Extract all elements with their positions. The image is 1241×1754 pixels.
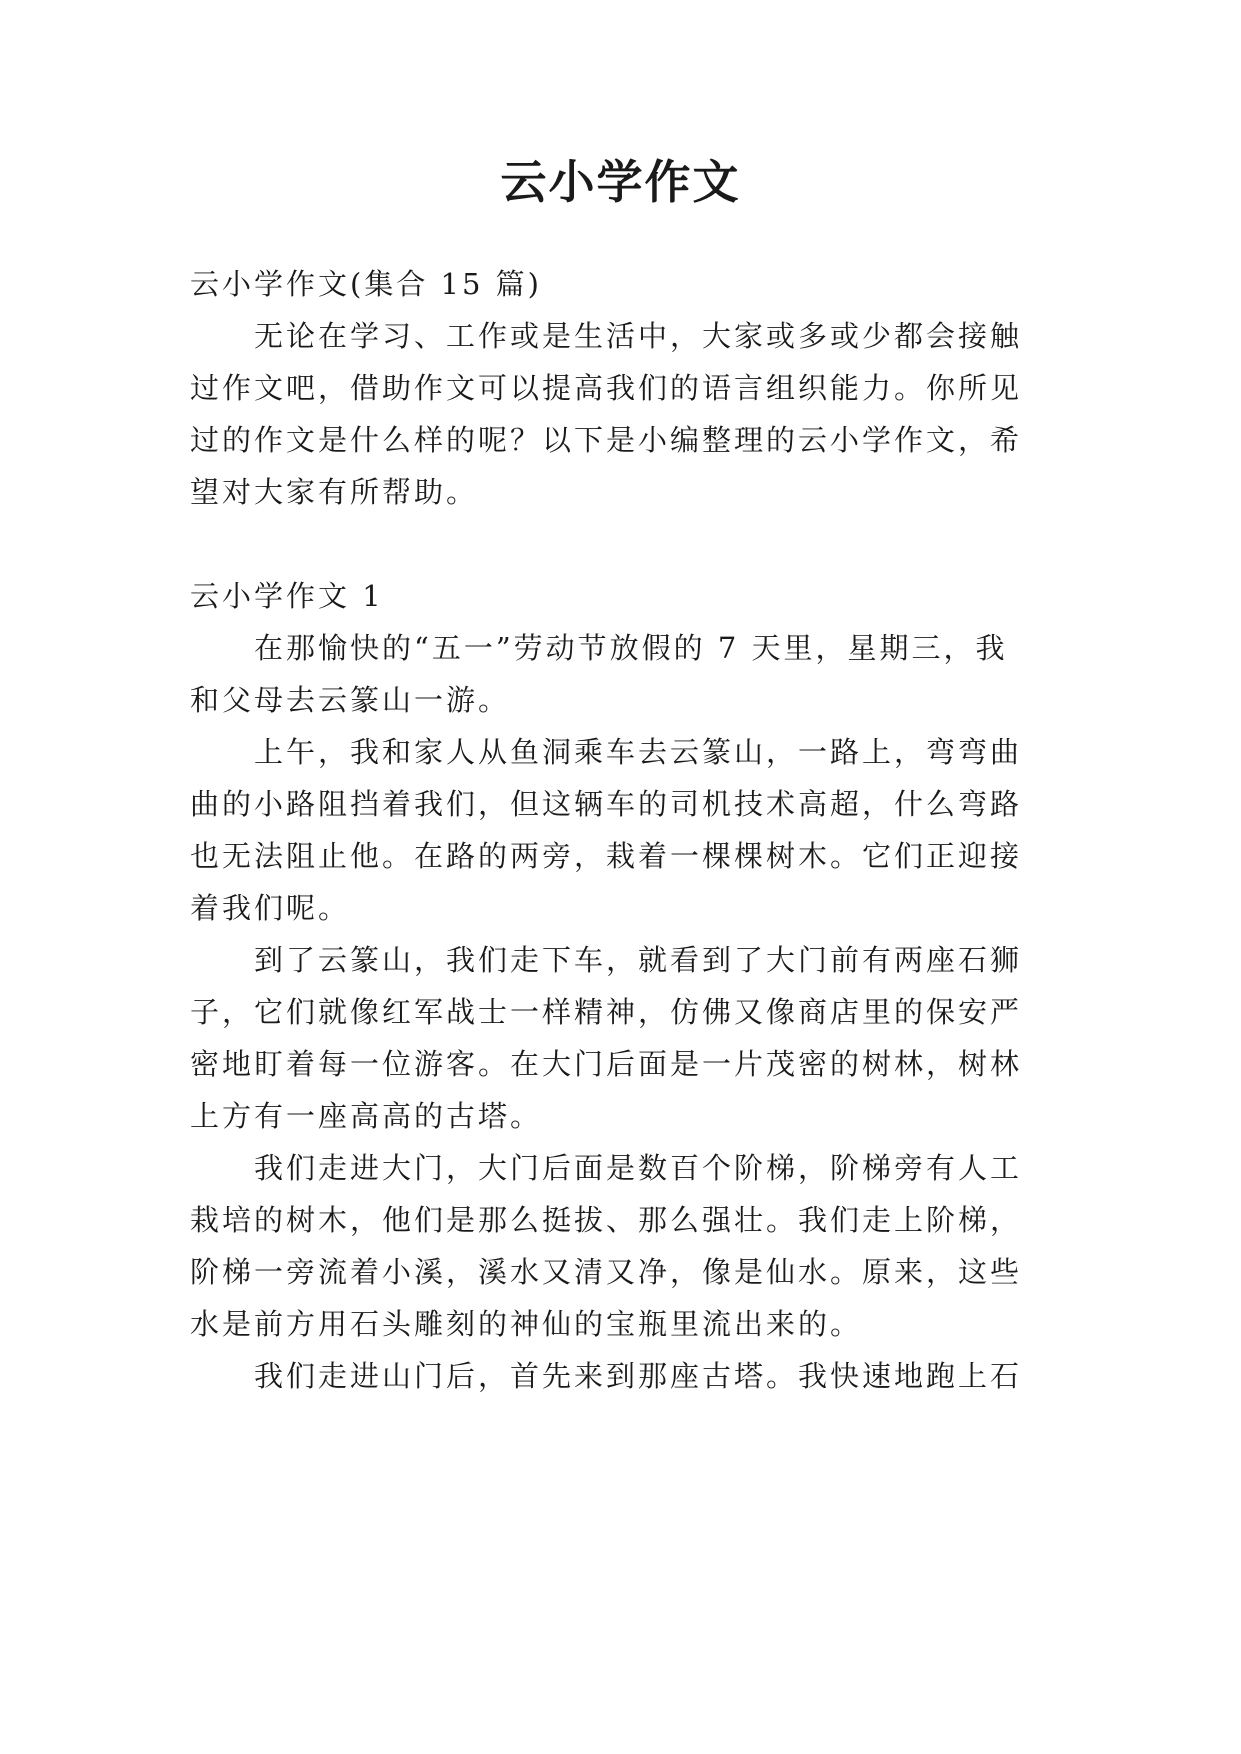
essay-paragraph-line: 阶梯一旁流着小溪，溪水又清又净，像是仙水。原来，这些 [190,1255,1023,1289]
essay-paragraph-line: 栽培的树木，他们是那么挺拔、那么强壮。我们走上阶梯， [190,1203,1023,1237]
essay-paragraph-line: 着我们呢。 [190,891,351,925]
essay-paragraph-line: 我们走进大门，大门后面是数百个阶梯，阶梯旁有人工 [254,1151,1023,1185]
essay-paragraph-line: 上午，我和家人从鱼洞乘车去云篆山，一路上，弯弯曲 [254,735,1023,769]
essay-paragraph-line: 到了云篆山，我们走下车，就看到了大门前有两座石狮 [254,943,1023,977]
essay-paragraph-line: 也无法阻止他。在路的两旁，栽着一棵棵树木。它们正迎接 [190,839,1023,873]
intro-paragraph-line: 望对大家有所帮助。 [190,475,479,509]
essay-heading: 云小学作文 1 [190,579,384,613]
essay-paragraph-line: 我们走进山门后，首先来到那座古塔。我快速地跑上石 [254,1359,1023,1393]
essay-paragraph-line: 密地盯着每一位游客。在大门后面是一片茂密的树林，树林 [190,1047,1023,1081]
essay-paragraph-line: 子，它们就像红军战士一样精神，仿佛又像商店里的保安严 [190,995,1023,1029]
document-title: 云小学作文 [500,155,741,209]
intro-paragraph-line: 过的作文是什么样的呢？以下是小编整理的云小学作文，希 [190,423,1023,457]
essay-paragraph-line: 在那愉快的“五一”劳动节放假的 7 天里，星期三，我 [254,631,1008,665]
essay-paragraph-line: 上方有一座高高的古塔。 [190,1099,543,1133]
intro-paragraph-line: 无论在学习、工作或是生活中，大家或多或少都会接触 [254,319,1023,353]
essay-paragraph-line: 和父母去云篆山一游。 [190,683,511,717]
essay-paragraph-line: 水是前方用石头雕刻的神仙的宝瓶里流出来的。 [190,1307,863,1341]
essay-paragraph-line: 曲的小路阻挡着我们，但这辆车的司机技术高超，什么弯路 [190,787,1023,821]
collection-subtitle: 云小学作文(集合 15 篇) [190,267,542,301]
intro-paragraph-line: 过作文吧，借助作文可以提高我们的语言组织能力。你所见 [190,371,1023,405]
